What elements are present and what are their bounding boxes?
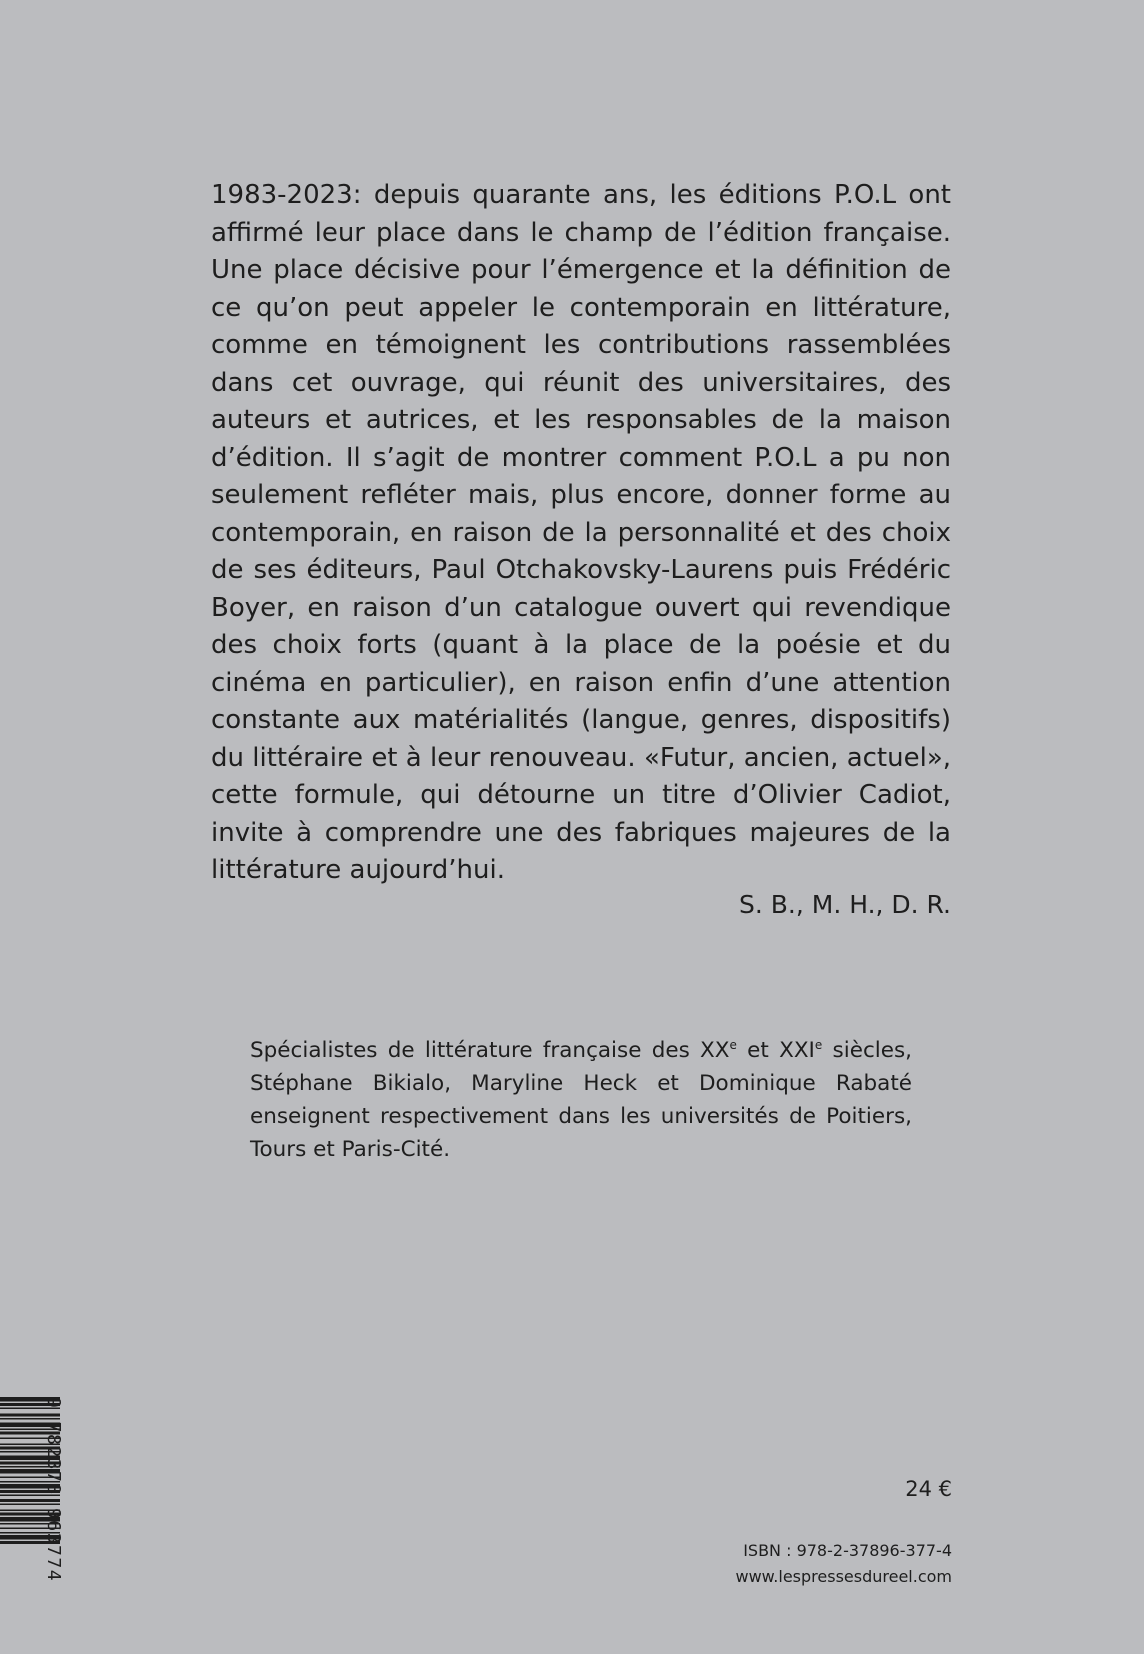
blurb-signature: S. B., M. H., D. R. — [739, 890, 951, 919]
barcode-digits: 9 782378 963774 — [43, 1397, 64, 1583]
bio-text-3: siècles, Stéphane Bikialo, Maryline Heck et Dominique Rabaté enseignent respectivement dans les universités de Poitiers, Tours et Paris-Cité. — [250, 1038, 913, 1162]
bio-text-2: et XXI — [736, 1038, 815, 1063]
bio-superscript-2: e — [814, 1038, 823, 1052]
isbn-label: ISBN : 978-2-37896-377-4 — [743, 1541, 952, 1560]
price-label: 24 € — [905, 1477, 952, 1501]
authors-bio — [250, 1034, 912, 1166]
bio-superscript-1: e — [729, 1038, 737, 1052]
back-cover-blurb: 1983-2023: depuis quarante ans, les éditions P.O.L ont affirmé leur place dans le champ de l’édition française. Une place décisive pour l’émergence et la définition de ce qu’on peut appeler le contemporain en littérature, comme en témoignent les contributions rassemblées dans cet ouvrage, qui réunit des universitaires, des auteurs et autrices, et les responsables de la maison d’édition. Il s’agit de montrer comment P.O.L a pu non seulement refléter mais, plus encore, donner forme au contemporain, en raison de la personnalité et des choix de ses éditeurs, Paul Otchakovsky-Laurens puis Frédéric Boyer, en raison d’un catalogue ouvert qui revendique des choix forts (quant à la place de la poésie et du cinéma en particulier), en raison enfin d’une attention constante aux matérialités (langue, genres, dispositifs) du littéraire et à leur renouveau. «Futur, ancien, actuel», cette formule, qui détourne un titre d’Olivier Cadiot, invite à comprendre une des fabriques majeures de la littérature aujourd’hui. — [211, 180, 951, 885]
publisher-website: www.lespressesdureel.com — [735, 1567, 952, 1586]
bio-text-1: Spécialistes de littérature française des XX — [250, 1038, 730, 1063]
